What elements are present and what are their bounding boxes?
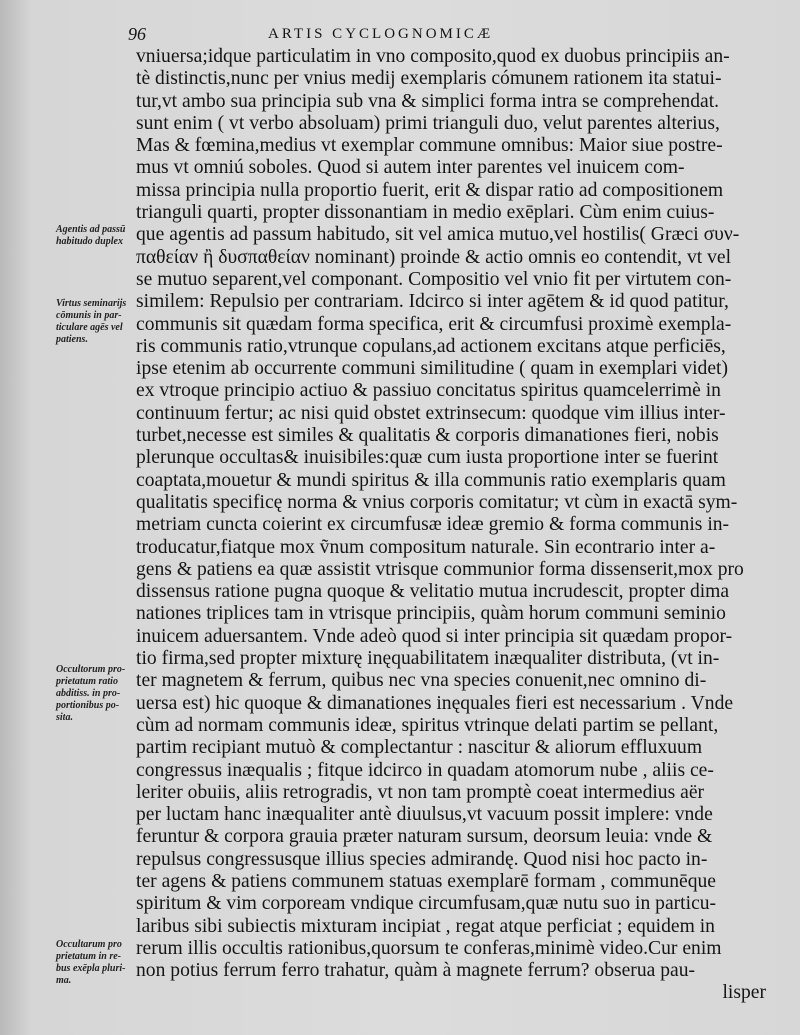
marginal-note — [56, 939, 136, 987]
marginal-note-line: Virtus seminarijs — [56, 298, 127, 309]
marginal-note-line: Occultorum pro- — [56, 664, 126, 675]
text-line: coaptata,mouetur & mundi spiritus & illa communis ratio exemplaris quam — [136, 469, 726, 491]
text-line: communis sit quædam forma specifica, erit & circumfusi proximè exempla- — [136, 313, 732, 335]
text-line: vniuersa;idque particulatim in vno composito,quod ex duobus principiis an- — [136, 46, 730, 67]
text-line: plerunque occultas& inuisibiles:quæ cum iusta proportione inter se fuerint — [136, 447, 719, 469]
page-header — [128, 24, 760, 46]
text-line: rerum illis occultis rationibus,quorsum te conferas,minimè video.Cur enim — [136, 937, 722, 959]
page-number: 96 — [128, 24, 146, 44]
text-line: troducatur,fiatque mox ṽnum compositum naturale. Sin econtrario inter a- — [136, 536, 716, 558]
text-line: sunt enim ( vt verbo absoluam) primi trianguli duo, velut parentes alterius, — [136, 112, 720, 134]
marginal-note — [56, 298, 136, 346]
text-line: spiritum & vim corpoream vndique circumfusam,quæ nutu suo in particu- — [136, 893, 717, 915]
text-line: repulsus congressusque illius species admirandę. Quod nisi hoc pacto in- — [136, 848, 708, 870]
text-line: laribus sibi subiectis mixturam incipiat , regat atque perficiat ; equidem in — [136, 915, 715, 937]
text-line: tio firma,sed propter mixturę inęquabilitatem inæqualiter distributa, (vt in- — [136, 648, 720, 670]
text-line: congressus inæqualis ; fitque idcirco in quadam atomorum nube , aliis ce- — [136, 759, 714, 781]
marginal-note-line: ticulare agēs vel — [56, 322, 123, 333]
text-line: non potius ferrum ferro trahatur, quàm à magnete ferrum? obserua pau- — [136, 960, 696, 982]
marginal-note-line: abditiss. in pro- — [56, 688, 121, 699]
text-line: mus vt omniú soboles. Quod si autem inter parentes vel inuicem com- — [136, 157, 685, 179]
text-line: leriter obuiis, aliis retrogradis, vt non tam promptè coeat intermedius aër — [136, 781, 705, 803]
text-line: uersa est) hic quoque & dimanationes inęquales fieri est necessarium . Vnde — [136, 692, 734, 714]
marginal-note-line: habitudo duplex — [56, 236, 123, 247]
text-line: qualitatis specificę norma & vnius corporis comitatur; vt cùm in exactā sym- — [136, 491, 738, 513]
marginal-note-line: ma. — [56, 975, 72, 986]
text-line: se mutuo separent,vel componant. Compositio vel vnio fit per virtutem con- — [136, 268, 732, 290]
text-line: Mas & fœmina,medius vt exemplar commune omnibus: Maior siue postre- — [136, 135, 723, 157]
text-line: missa principia nulla proportio fuerit, erit & dispar ratio ad compositionem — [136, 179, 724, 201]
text-line: ter magnetem & ferrum, quibus nec vna species conuenit,nec omnino di- — [136, 670, 707, 692]
marginal-note — [56, 664, 136, 724]
text-line: ex vtroque principio actiuo & passiuo concitatus spiritus quamcelerrimè in — [136, 380, 721, 402]
text-line: turbet,necesse est similes & qualitatis & corporis dimanationes fieri, nobis — [136, 425, 719, 447]
marginal-note-line: portionibus po- — [56, 700, 120, 711]
marginal-note-line: Occultarum pro — [56, 939, 122, 950]
text-line: tè distinctis,nunc per vnius medij exemplaris cómunem rationem ita statui- — [136, 68, 722, 90]
text-line: feruntur & corpora grauia præter naturam sursum, deorsum leuia: vnde & — [136, 826, 713, 848]
text-line: nationes triplices tam in vtrisque principiis, quàm horum communi seminio — [136, 603, 726, 625]
marginal-note-line: cōmunis in par- — [56, 310, 122, 321]
marginal-note-line: prietatum ratio — [56, 676, 118, 687]
marginal-note-line: prietatum in re- — [56, 951, 122, 962]
text-line: ris communis ratio,vtrunque copulans,ad actionem excitans atque perficiēs, — [136, 335, 726, 357]
text-line: ipse etenim ab occurrente communi similitudine ( quam in exemplari videt) — [136, 358, 728, 380]
text-line: partim recipiant mutuò & complectantur : nascitur & aliorum effluxuum — [136, 737, 703, 759]
text-line: ter agens & patiens communem statuas exemplarē formam , communēque — [136, 870, 717, 892]
marginal-note-line: Agentis ad passū — [56, 224, 126, 235]
text-line: tur,vt ambo sua principia sub vna & simplici forma intra se comprehendat. — [136, 90, 720, 112]
text-line: lisper — [722, 982, 766, 1004]
text-line: metriam cuncta coierint ex circumfusæ ideæ gremio & forma communis in- — [136, 514, 730, 536]
text-line: similem: Repulsio per contrariam. Idcirco si inter agētem & id quod patitur, — [136, 291, 729, 313]
text-line: continuum fertur; ac nisi quid obstet extrinsecum: quodque vim illius inter- — [136, 402, 726, 424]
text-line: trianguli quarti, propter dissonantiam in medio exēplari. Cùm enim cuius- — [136, 202, 715, 224]
text-line: que agentis ad passum habitudo, sit vel amica mutuo,vel hostilis( Græci συν- — [136, 224, 740, 246]
text-line: παθείαν ἢ δυσπαθείαν nominant) proinde & actio omnis eo contendit, vt vel — [136, 246, 732, 268]
marginal-note-line: sita. — [56, 712, 73, 723]
text-line: gens & patiens ea quæ assistit vtrisque communior forma dissenserit,mox pro — [136, 558, 744, 580]
marginal-note-line: patiens. — [56, 334, 88, 345]
text-line: per luctam hanc inæqualiter antè diuulsus,vt vacuum possit implere: vnde — [136, 804, 713, 826]
running-head: ARTIS CYCLOGNOMICÆ — [268, 26, 494, 42]
text-line: cùm ad normam communis ideæ, spiritus vtrinque delati partim se pellant, — [136, 714, 719, 736]
marginal-note-line: bus exēpla pluri- — [56, 963, 126, 974]
body-text — [136, 46, 776, 1005]
text-line: dissensus ratione pugna quoque & velitatio mutua incrudescit, propter dima — [136, 581, 730, 603]
text-line: inuicem aduersantem. Vnde adeò quod si inter principia sit quædam propor- — [136, 625, 733, 647]
marginal-note — [56, 224, 136, 248]
